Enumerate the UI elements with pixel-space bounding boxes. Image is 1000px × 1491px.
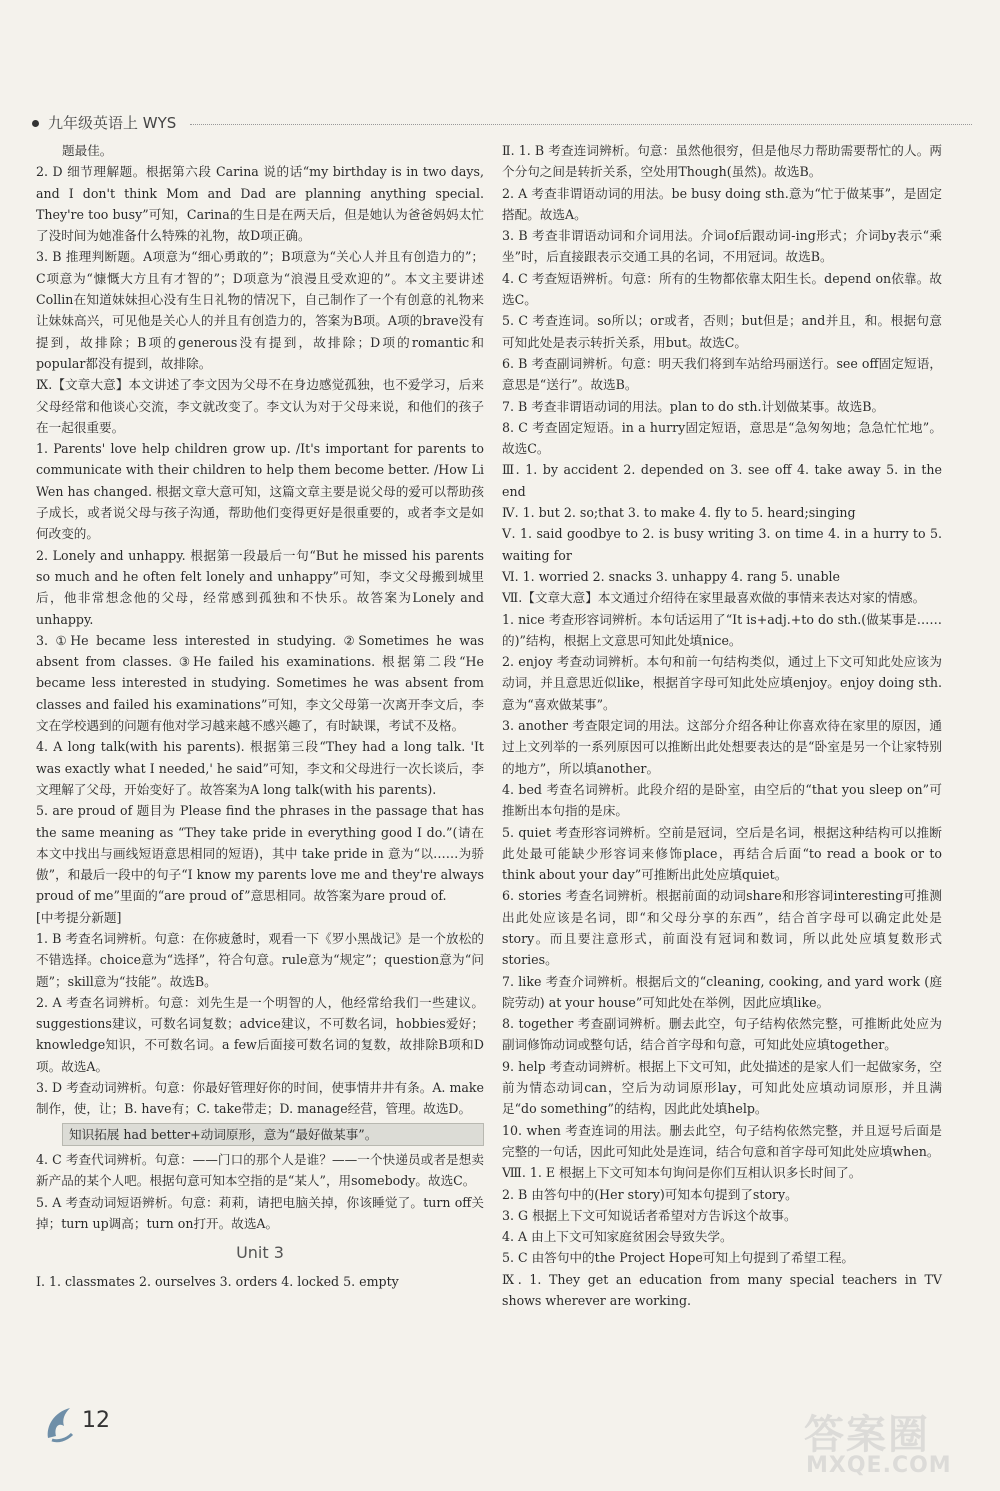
answer-paragraph: 4. C 考查短语辨析。句意：所有的生物都依靠太阳生长。depend on依靠。故选C。 xyxy=(502,270,942,308)
answer-paragraph: 1. nice 考查形容词辨析。本句话运用了“It is+adj.+to do sth.(做某事是……的)”结构，根据上文意思可知此处填nice。 xyxy=(502,611,942,648)
header-title: 九年级英语上 WYS xyxy=(48,114,177,132)
bullet-icon xyxy=(32,120,39,127)
knowledge-tip: 知识拓展 had better+动词原形，意为“最好做某事”。 xyxy=(62,1123,484,1146)
answer-paragraph: Ⅴ. 1. said goodbye to 2. is busy writing 3. on time 4. in a hurry to 5. waiting for xyxy=(502,526,942,563)
answer-paragraph: 7. B 考查非谓语动词的用法。plan to do sth.计划做某事。故选B。 xyxy=(502,398,885,414)
answer-paragraph: Ⅵ. 1. worried 2. snacks 3. unhappy 4. rang 5. unable xyxy=(502,568,841,584)
answer-paragraph: 3. ①He became less interested in studying. ②Sometimes he was absent from classes. ③He failed his examinations. 根据第二段“He became less interested in studying. Sometimes he was absent from classes and failed his examinations”可知，李文父母第一次离开李文后，李文在学校遇到的问题有他对学习越来越不感兴趣了，有时缺课，考试不及格。 xyxy=(36,632,484,734)
answer-paragraph: 5. A 考查动词短语辨析。句意：莉莉，请把电脑关掉，你该睡觉了。turn off关掉；turn up调高；turn on打开。故选A。 xyxy=(36,1194,484,1231)
watermark xyxy=(786,1403,986,1483)
page-header xyxy=(32,112,972,136)
answer-paragraph: 4. C 考查代词辨析。句意：——门口的那个人是谁？——一个快递员或者是想卖新产品的某个人吧。根据句意可知本空指的是“某人”，用somebody。故选C。 xyxy=(36,1151,484,1189)
answer-paragraph: Ⅷ. 1. E 根据上下文可知本句询问是你们互相认识多长时间了。 xyxy=(502,1165,862,1181)
answer-paragraph: 5. are proud of 题目为 Please find the phrases in the passage that has the same meaning as “They take pride in everything good I do.”(请在本文中找出与画线短语意思相同的短语)，其中 take pride in 意为“以……为骄傲”，和最后一段中的句子“I know my parents love me and they're always proud of me”里面的“are proud of”意思相同。故答案为are proud of. xyxy=(36,803,484,904)
answer-paragraph: 题最佳。 xyxy=(62,143,113,158)
watermark-main: 答案圈 xyxy=(804,1412,930,1458)
answer-paragraph: 2. D 细节理解题。根据第六段 Carina 说的话“my birthday is in two days, and I don't think Mom and Dad are planning anything special. They're too busy”可知，Carina的生日是在两天后，但是她认为爸爸妈妈太忙了没时间为她准备什么特殊的礼物，故D项正确。 xyxy=(36,164,484,244)
answer-paragraph: Ⅱ. 1. B 考查连词辨析。句意：虽然他很穷，但是他尽力帮助需要帮忙的人。两个分句之间是转折关系，空处用Though(虽然)。故选B。 xyxy=(502,143,942,180)
unit-heading: Unit 3 xyxy=(236,1243,284,1263)
answer-paragraph: 2. A 考查非谓语动词的用法。be busy doing sth.意为“忙于做某事”，是固定搭配。故选A。 xyxy=(502,185,942,222)
answer-paragraph: 4. A long talk(with his parents). 根据第三段“They had a long talk. 'It was exactly what I needed,' he said”可知，李文和父母进行一次长谈后，李文理解了父母，开始变好了。故答案为A long talk(with his parents). xyxy=(36,739,484,797)
dolphin-logo-icon xyxy=(42,1400,82,1444)
answer-paragraph: 10. when 考查连词的用法。删去此空，句子结构依然完整，并且逗号后面是完整的一句话，因此可知此处是连词，结合句意和首字母可知此处应填when。 xyxy=(502,1122,942,1159)
left-column xyxy=(36,140,484,1293)
answer-paragraph: 3. B 推理判断题。A项意为“细心勇敢的”；B项意为“关心人并且有创造力的”；C项意为“慷慨大方且有才智的”；D项意为“浪漫且受欢迎的”。本文主要讲述Collin在知道妹妹担心没有生日礼物的情况下，自己制作了一个有创意的礼物来让妹妹高兴，可见他是关心人的并且有创造力的，答案为B项。A项的brave没有提到，故排除；B项的generous没有提到，故排除；D项的romantic和popular都没有提到，故排除。 xyxy=(36,249,484,371)
answer-paragraph: Ⅸ. 1. They get an education from many special teachers in TV shows wherever are working. xyxy=(502,1271,942,1309)
answer-paragraph: 3. B 考查非谓语动词和介词用法。介词of后跟动词-ing形式；介词by表示“乘坐”时，后直接跟表示交通工具的名词，不用冠词。故选B。 xyxy=(502,228,942,265)
answer-paragraph: 3. D 考查动词辨析。句意：你最好管理好你的时间，使事情井井有条。A. make制作，使，让；B. have有；C. take带走；D. manage经营，管理。故选D。 xyxy=(36,1080,484,1117)
answer-paragraph: Ⅸ.【文章大意】本文讲述了李文因为父母不在身边感觉孤独，也不爱学习，后来父母经常和他谈心交流，李文就改变了。李文认为对于父母来说，和他们的孩子在一起很重要。 xyxy=(36,377,484,435)
header-rule xyxy=(190,124,972,125)
answer-paragraph: 2. B 由答句中的(Her story)可知本句提到了story。 xyxy=(502,1186,798,1202)
answer-paragraph: 3. G 根据上下文可知说话者希望对方告诉这个故事。 xyxy=(502,1207,797,1223)
answer-paragraph: [中考提分新题] xyxy=(36,909,122,925)
answer-paragraph: 2. Lonely and unhappy. 根据第一段最后一句“But he missed his parents so much and he often felt lonely and unhappy”可知，李文父母搬到城里后，他非常想念他的父母，经常感到孤独和不快乐。故答案为Lonely and unhappy. xyxy=(36,547,484,627)
answer-paragraph: 6. B 考查副词辨析。句意：明天我们将到车站给玛丽送行。see off固定短语，意思是“送行”。故选B。 xyxy=(502,355,942,393)
answer-paragraph: 6. stories 考查名词辨析。根据前面的动词share和形容词interesting可推测出此处应该是名词，即“和父母分享的东西”，结合首字母可以确定此处是story。而且要注意形式，前面没有冠词和数词，所以此处应填复数形式stories。 xyxy=(502,888,942,968)
answer-paragraph: 5. C 考查连词。so所以；or或者，否则；but但是；and并且，和。根据句意可知此处是表示转折关系，用but。故选C。 xyxy=(502,313,942,350)
answer-paragraph: 7. like 考查介词辨析。根据后文的“cleaning, cooking, and yard work (庭院劳动) at your house”可知此处在举例，因此应填like。 xyxy=(502,973,942,1010)
answer-paragraph: 8. C 考查固定短语。in a hurry固定短语，意思是“急匆匆地；急急忙忙地”。故选C。 xyxy=(502,419,942,457)
page-number-area xyxy=(42,1400,132,1450)
page-number: 12 xyxy=(82,1408,110,1433)
answer-paragraph: 3. another 考查限定词的用法。这部分介绍各种让你喜欢待在家里的原因，通过上文列举的一系列原因可以推断出此处想要表达的是“卧室是另一个让家特别的地方”，所以填another。 xyxy=(502,718,942,776)
answer-paragraph: 9. help 考查动词辨析。根据上下文可知，此处描述的是家人们一起做家务，空前为情态动词can，空后为动词原形lay，可知此处应填动词原形，并且满足“do something”的结构，因此此处填help。 xyxy=(502,1058,942,1117)
answer-paragraph: Ⅳ. 1. but 2. so;that 3. to make 4. fly to 5. heard;singing xyxy=(502,505,856,521)
answer-paragraph: Ⅲ. 1. by accident 2. depended on 3. see off 4. take away 5. in the end xyxy=(502,462,942,499)
answer-paragraph: 5. quiet 考查形容词辨析。空前是冠词，空后是名词，根据这种结构可以推断此处最可能缺少形容词来修饰place，再结合后面“to read a book or to think about your day”可推断出此处应填quiet。 xyxy=(502,824,942,883)
answer-paragraph: 2. A 考查名词辨析。句意：刘先生是一个明智的人，他经常给我们一些建议。suggestions建议，可数名词复数；advice建议，不可数名词，hobbies爱好；knowledge知识，不可数名词。a few后面接可数名词的复数，故排除B项和D项。故选A。 xyxy=(36,994,484,1074)
answer-paragraph: 4. A 由上下文可知家庭贫困会导致失学。 xyxy=(502,1229,733,1245)
answer-paragraph: Ⅶ.【文章大意】本文通过介绍待在家里最喜欢做的事情来表达对家的情感。 xyxy=(502,590,926,606)
answer-paragraph: Ⅰ. 1. classmates 2. ourselves 3. orders 4. locked 5. empty xyxy=(36,1274,399,1290)
watermark-sub: MXQE.COM xyxy=(806,1453,952,1478)
answer-paragraph: 8. together 考查副词辨析。删去此空，句子结构依然完整，可推断此处应为副词修饰动词或整句话，结合首字母和句意，可知此处应填together。 xyxy=(502,1016,942,1053)
answer-paragraph: 2. enjoy 考查动词辨析。本句和前一句结构类似，通过上下文可知此处应该为动词，并且意思近似like，根据首字母可知此处应填enjoy。enjoy doing sth.意为“喜欢做某事”。 xyxy=(502,654,942,712)
answer-paragraph: 4. bed 考查名词辨析。此段介绍的是卧室，由空后的“that you sleep on”可推断出本句指的是床。 xyxy=(502,781,942,819)
answer-paragraph: 1. B 考查名词辨析。句意：在你疲惫时，观看一下《罗小黑战记》是一个放松的不错选择。choice意为“选择”，符合句意。rule意为“规定”；question意为“问题”；skill意为“技能”。故选B。 xyxy=(36,930,484,989)
answer-paragraph: 5. C 由答句中的the Project Hope可知上句提到了希望工程。 xyxy=(502,1250,855,1266)
answer-paragraph: 1. Parents' love help children grow up. /It's important for parents to communicate with their children to help them become better. /How Li Wen has changed. 根据文章大意可知，这篇文章主要是说父母的爱可以帮助孩子成长，或者说父母与孩子沟通，帮助他们变得更好是很重要的，或者李文是如何改变的。 xyxy=(36,441,484,542)
right-column xyxy=(502,140,942,1311)
